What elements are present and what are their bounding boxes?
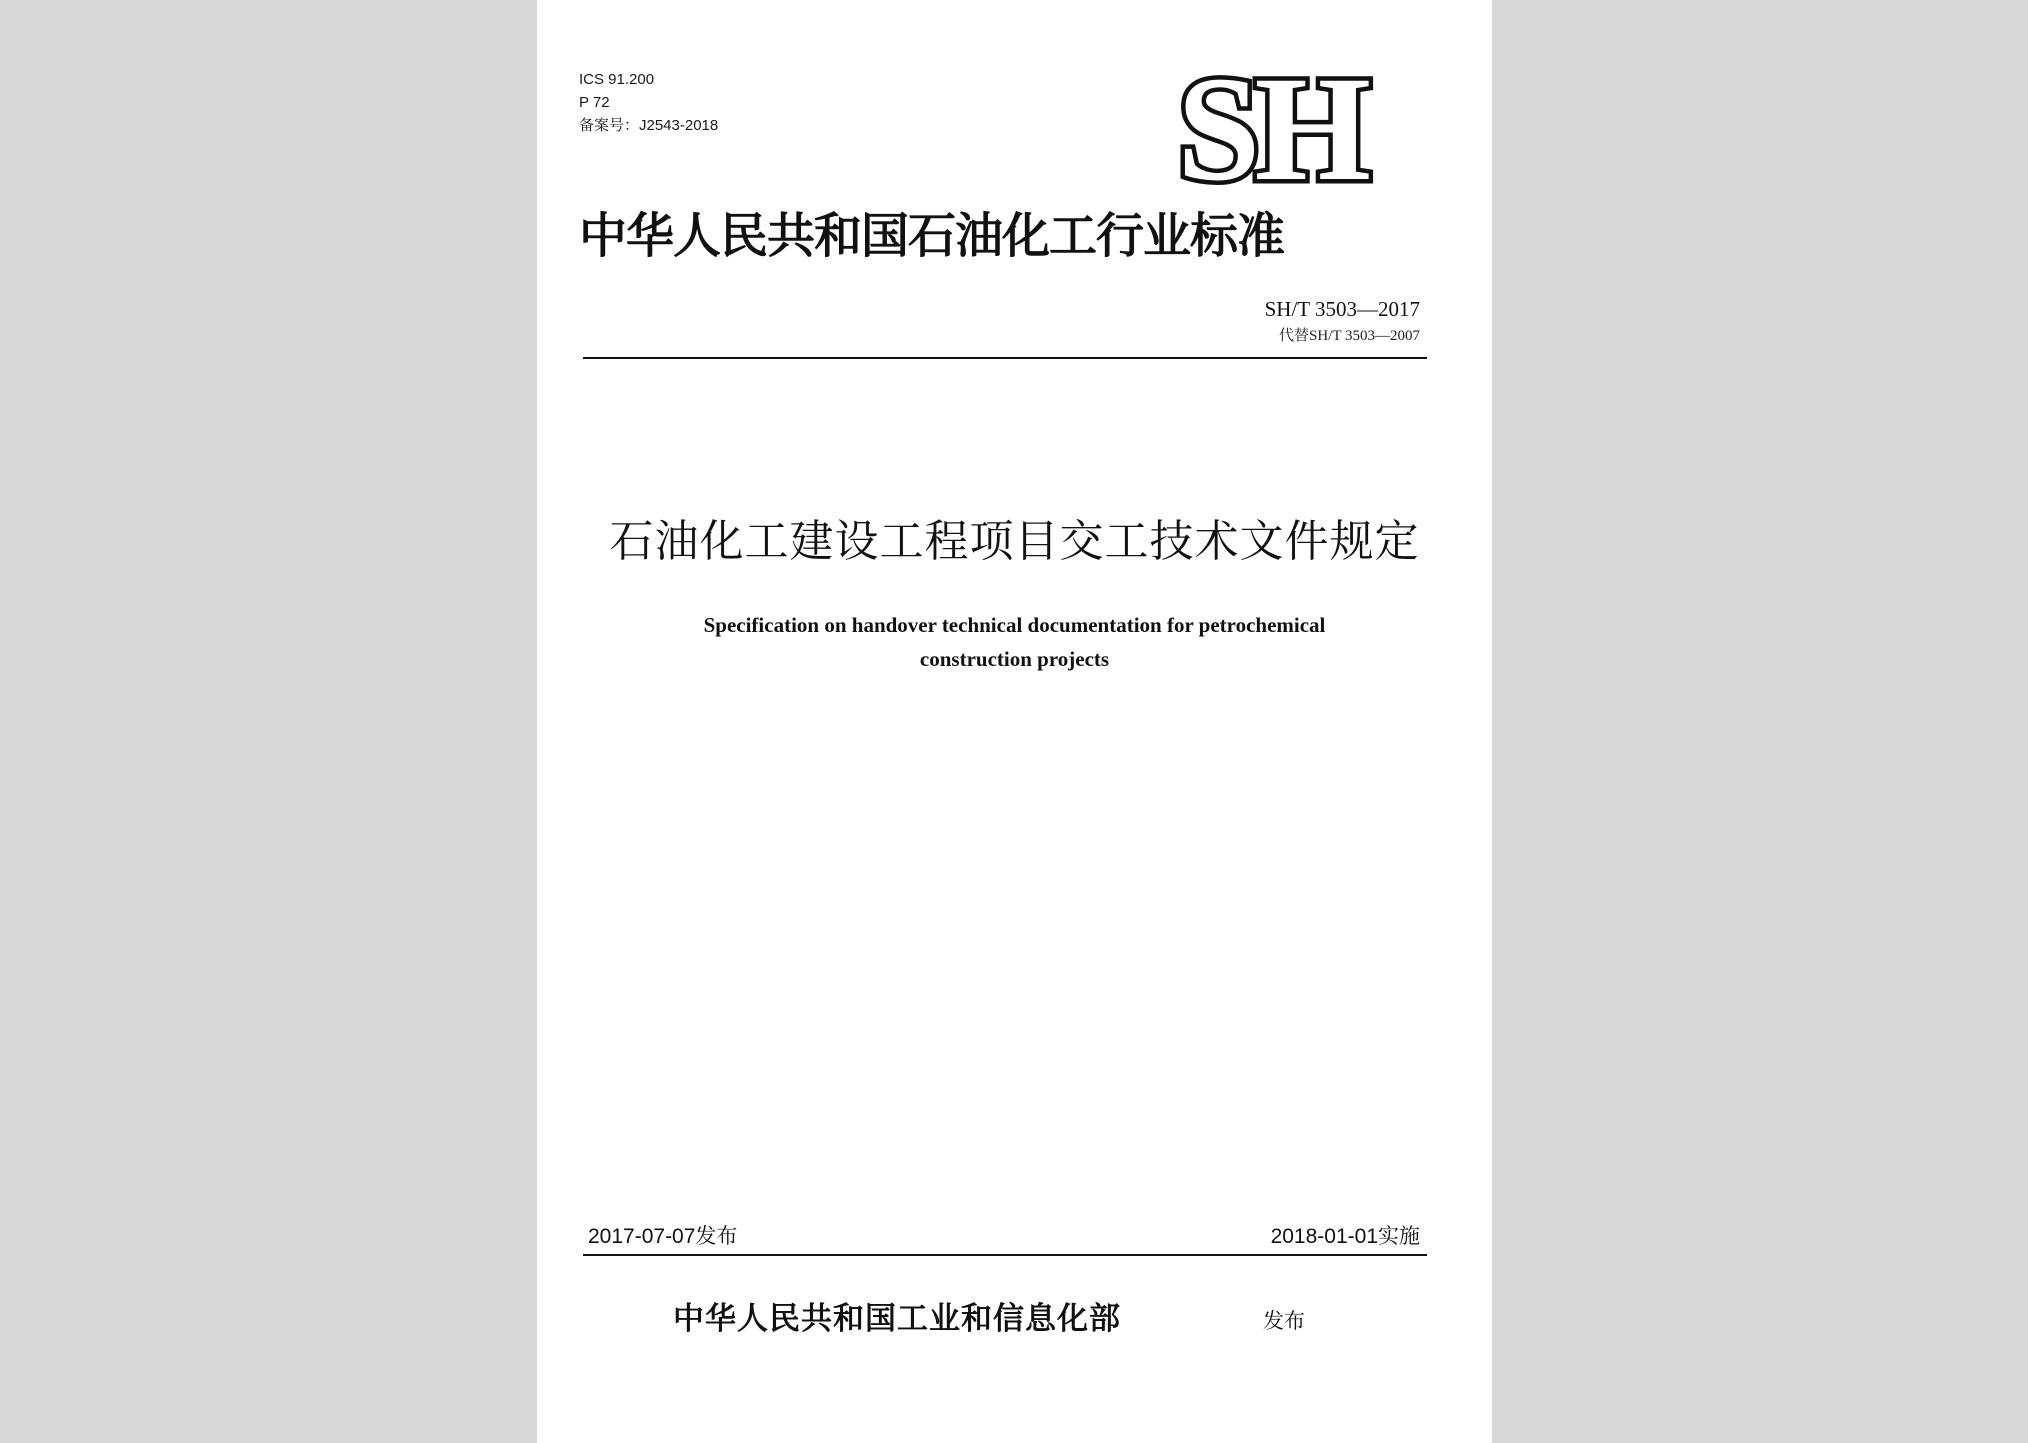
- footer-divider: [583, 1254, 1427, 1256]
- english-title-line-1: Specification on handover technical documentation for petrochemical: [703, 613, 1326, 637]
- filing-number: 备案号：J2543-2018: [579, 117, 719, 134]
- sh-logo: SH: [1177, 46, 1366, 212]
- document-title-english: [537, 608, 1492, 676]
- implementation-date: 2018-01-01实施: [1270, 1225, 1420, 1248]
- issuing-authority: 中华人民共和国工业和信息化部: [673, 1301, 1121, 1337]
- issue-label: 发布: [1263, 1309, 1305, 1333]
- classification-code: P 72: [579, 94, 610, 111]
- document-page: [537, 0, 1492, 1443]
- ics-code: ICS 91.200: [579, 71, 655, 88]
- standard-metadata: [579, 68, 718, 137]
- publish-date: 2017-07-07发布: [588, 1225, 738, 1248]
- english-title-line-2: construction projects: [919, 647, 1110, 671]
- standard-code: SH/T 3503—2017: [1264, 297, 1420, 321]
- industry-standard-title: 中华人民共和国石油化工行业标准: [579, 208, 1285, 264]
- document-title-chinese: 石油化工建设工程项目交工技术文件规定: [609, 516, 1420, 567]
- replaced-standard: 代替SH/T 3503—2007: [1279, 328, 1420, 344]
- header-divider: [583, 357, 1427, 359]
